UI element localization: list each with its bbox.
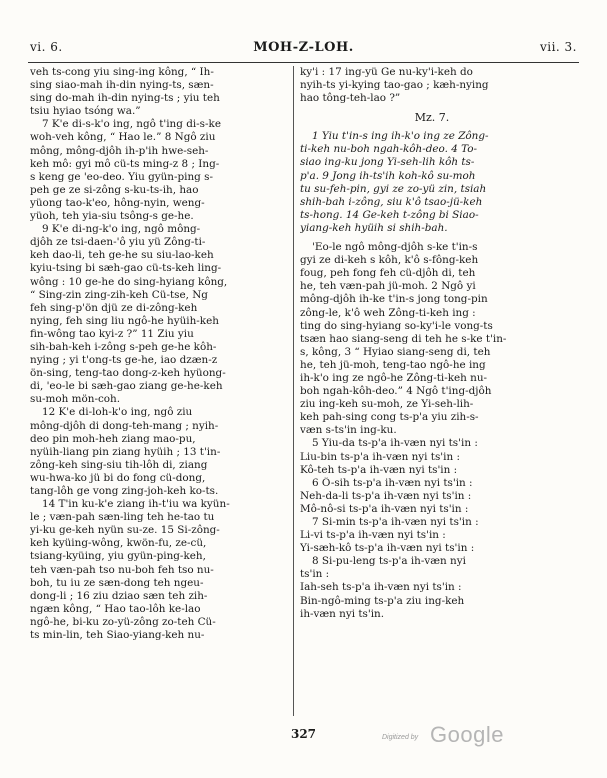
text-line: ts min-lin, teh Siao-yiang-keh nu- bbox=[30, 629, 205, 642]
text-line: yiang-keh hyüih si shih-bah. bbox=[300, 221, 448, 234]
text-line: væn s-ts'in ing-ku. bbox=[300, 424, 397, 437]
text-line: peh ge ze si-zông s-ku-ts-ih, hao bbox=[30, 183, 199, 196]
text-line: veh ts-cong yiu sing-ing kông, “ Ih- bbox=[30, 66, 214, 78]
text-line: zông-le, k'ô weh Zông-ti-keh ing : bbox=[300, 306, 476, 319]
text-line: 14 T'in ku-k'e ziang ih-t'iu wa kyün- bbox=[42, 498, 230, 511]
text-line: 7 K'e di-s-k'o ing, ngô t'ing di-s-ke bbox=[42, 118, 221, 131]
text-line: Kô-teh ts-p'a ih-væn nyi ts'in : bbox=[300, 463, 458, 476]
text-line: teh væn-pah tso nu-boh feh tso nu- bbox=[30, 563, 214, 576]
text-line: nyüih-liang pin ziang hyüih ; 13 t'in- bbox=[30, 445, 221, 458]
text-line: Mô-nô-si ts-p'a ih-væn nyi ts'in : bbox=[300, 502, 469, 515]
text-line: 12 K'e di-loh-k'o ing, ngô ziu bbox=[42, 406, 193, 419]
page-number: 327 bbox=[290, 727, 317, 741]
text-line: he, teh jü-moh, teng-tao ngô-he ing bbox=[300, 358, 486, 371]
text-line: foug, peh fong feh cü-djôh di, teh bbox=[300, 267, 476, 280]
text-line: yüoh, teh yia-siu tsông-s ge-he. bbox=[30, 210, 194, 223]
text-line: woh-veh kông, “ Hao le.” 8 Ngô ziu bbox=[30, 131, 216, 144]
text-line: ön-sing, teng-tao dong-z-keh hyüong- bbox=[30, 367, 226, 380]
text-line: nyih-ts yi-kying tao-gao ; kæh-nying bbox=[300, 79, 489, 92]
text-line: sih-bah-keh i-zông s-peh ge-he kôh- bbox=[30, 340, 217, 353]
running-header bbox=[30, 40, 577, 60]
text-line: s keng ge 'eo-deo. Yiu gyün-ping s- bbox=[30, 170, 213, 183]
text-line: keh dao-li, teh ge-he su siu-lao-keh bbox=[30, 249, 214, 262]
text-line: dong-li ; 16 ziu dziao sæn teh zih- bbox=[30, 589, 208, 602]
text-line: tang-lôh ge vong zing-joh-keh ko-ts. bbox=[30, 485, 219, 497]
text-line: 5 Yiu-da ts-p'a ih-væn nyi ts'in : bbox=[312, 437, 478, 450]
text-line: le ; væn-pah sæn-ling teh he-tao tu bbox=[30, 511, 215, 524]
text-line: zông-keh sing-siu tih-lôh di, ziang bbox=[30, 458, 208, 471]
header-right-reference: vii. 3. bbox=[539, 40, 577, 54]
text-line: deo pin moh-heh ziang mao-pu, bbox=[30, 432, 196, 445]
text-line: keh mô: gyi mô cü-ts ming-z 8 ; Ing- bbox=[30, 157, 220, 170]
text-line: 'Eo-le ngô mông-djôh s-ke t'in-s bbox=[312, 241, 478, 254]
text-line: mông-djôh di dong-teh-mang ; nyih- bbox=[30, 419, 219, 432]
text-line: ting do sing-hyiang so-ky'i-le vong-ts bbox=[300, 319, 493, 332]
page-title: MOH-Z-LOH. bbox=[253, 40, 354, 55]
text-line: ti-keh nu-boh ngah-kôh-deo. 4 To- bbox=[300, 143, 478, 156]
text-line: Neh-da-li ts-p'a ih-væn nyi ts'in : bbox=[300, 489, 472, 502]
text-line: “ Sing-zin zing-zih-keh Cü-tse, Ng bbox=[30, 288, 208, 301]
column-divider bbox=[293, 66, 294, 716]
text-line: siao ing-ku jong Yi-seh-lih kôh ts- bbox=[300, 156, 475, 169]
text-line: ngô-he, bi-ku zo-yü-zông zo-teh Cü- bbox=[30, 615, 216, 628]
text-line: ih-væn nyi ts'in. bbox=[300, 607, 385, 620]
text-line: djôh ze tsi-daen-'ô yiu yü Zông-ti- bbox=[30, 236, 206, 249]
text-line: mông, mông-djôh ih-p'ih hwe-seh- bbox=[30, 144, 209, 157]
text-line: fin-wông tao kyi-z ?” 11 Ziu yiu bbox=[30, 327, 194, 340]
text-line: 9 K'e di-ng-k'o ing, ngô mông- bbox=[42, 223, 201, 236]
chapter-summary bbox=[300, 130, 564, 235]
digitized-by-label: Digitized by bbox=[382, 734, 419, 741]
text-line: p'a. 9 Jong ih-ts'ih koh-kô su-moh bbox=[300, 169, 476, 182]
text-line: sing siao-mah ih-din nying-ts, sæn- bbox=[30, 79, 214, 92]
text-line: boh ngah-kôh-deo.” 4 Ngô t'ing-djôh bbox=[300, 385, 492, 398]
text-line: mông-djôh ih-ke t'in-s jong tong-pin bbox=[300, 293, 488, 306]
text-line: wu-hwa-ko jü bi do fong cü-dong, bbox=[30, 471, 206, 484]
text-line: ziu ing-keh su-moh, ze Yi-seh-lih- bbox=[300, 398, 474, 411]
left-column bbox=[30, 66, 290, 642]
text-line: sing do-mah ih-din nying-ts ; yiu teh bbox=[30, 92, 220, 105]
text-line: tsæn hao siang-seng di teh he s-ke t'in- bbox=[300, 332, 507, 345]
text-line: 1 Yiu t'in-s ing ih-k'o ing ze Zông- bbox=[312, 130, 489, 143]
google-watermark: Google bbox=[430, 722, 504, 747]
text-line: feh sing-p'ön djü ze di-zông-keh bbox=[30, 301, 198, 314]
text-line: 8 Si-pu-leng ts-p'a ih-væn nyi bbox=[312, 555, 466, 568]
text-line: gyi ze di-keh s kôh, k'ô s-fông-keh bbox=[300, 254, 479, 267]
text-line: s, kông, 3 “ Hyiao siang-seng di, teh bbox=[300, 345, 491, 358]
header-rule bbox=[28, 62, 579, 63]
text-line: wông : 10 ge-he do sing-hyiang kông, bbox=[30, 275, 228, 288]
text-line: keh kyüing-wông, kwön-fu, ze-cü, bbox=[30, 537, 207, 550]
text-line: ts-hong. 14 Ge-keh t-zông bi Siao- bbox=[300, 208, 479, 221]
text-line: tsiu hyiao tsóng wa.” bbox=[30, 105, 141, 118]
text-line: di, 'eo-le bi sæh-gao ziang ge-he-keh bbox=[30, 380, 223, 393]
text-line: nying ; yi t'ong-ts ge-he, iao dzæn-z bbox=[30, 354, 218, 367]
text-line: ky'i : 17 ing-yü Ge nu-ky'i-keh do bbox=[300, 66, 473, 78]
text-line: Bin-ngô-ming ts-p'a ziu ing-keh bbox=[300, 594, 465, 607]
right-column bbox=[300, 66, 564, 621]
text-line: boh, tu iu ze sæn-dong teh ngeu- bbox=[30, 576, 204, 589]
text-line: Li-vi ts-p'a ih-væn nyi ts'in : bbox=[300, 529, 446, 542]
text-line: kyiu-tsing bi sæh-gao cü-ts-keh ling- bbox=[30, 262, 222, 275]
text-line: 7 Si-min ts-p'a ih-væn nyi ts'in : bbox=[312, 516, 479, 528]
text-line: shih-bah i-zông, siu k'ô tsao-jü-keh bbox=[300, 195, 483, 208]
text-line: Yi-sæh-kô ts-p'a ih-væn nyi ts'in : bbox=[300, 542, 475, 555]
text-line: tsiang-kyüing, yiu gyün-ping-keh, bbox=[30, 550, 206, 563]
text-line: ts'in : bbox=[300, 568, 330, 581]
text-line: tu su-feh-pin, gyi ze zo-yü zin, tsiah bbox=[300, 182, 487, 195]
text-line: ih-k'o ing ze ngô-he Zông-ti-keh nu- bbox=[300, 371, 488, 384]
text-line: su-moh mön-coh. bbox=[30, 393, 121, 406]
text-line: nying, feh sing liu ngô-he hyüih-keh bbox=[30, 314, 219, 327]
text-line: yi-ku ge-keh nyün su-ze. 15 Si-zông- bbox=[30, 524, 220, 537]
text-line: 6 Ô-sih ts-p'a ih-væn nyi ts'in : bbox=[312, 476, 473, 489]
text-line: ngæn kông, “ Hao tao-lôh ke-lao bbox=[30, 602, 201, 615]
right-column-continuation bbox=[300, 66, 564, 105]
chapter-body bbox=[300, 241, 564, 621]
header-left-reference: vi. 6. bbox=[30, 40, 63, 54]
text-line: yüong tao-k'eo, hông-nyin, weng- bbox=[30, 196, 205, 209]
chapter-heading: Mz. 7. bbox=[414, 111, 450, 125]
text-line: he, teh væn-pah jü-moh. 2 Ngô yi bbox=[300, 280, 476, 293]
text-line: keh pah-sing cong ts-p'a yiu zih-s- bbox=[300, 411, 479, 424]
text-line: Iah-seh ts-p'a ih-væn nyi ts'in : bbox=[300, 581, 462, 594]
text-line: Liu-bin ts-p'a ih-væn nyi ts'in : bbox=[300, 450, 460, 463]
text-line: hao tông-teh-lao ?” bbox=[300, 92, 401, 105]
